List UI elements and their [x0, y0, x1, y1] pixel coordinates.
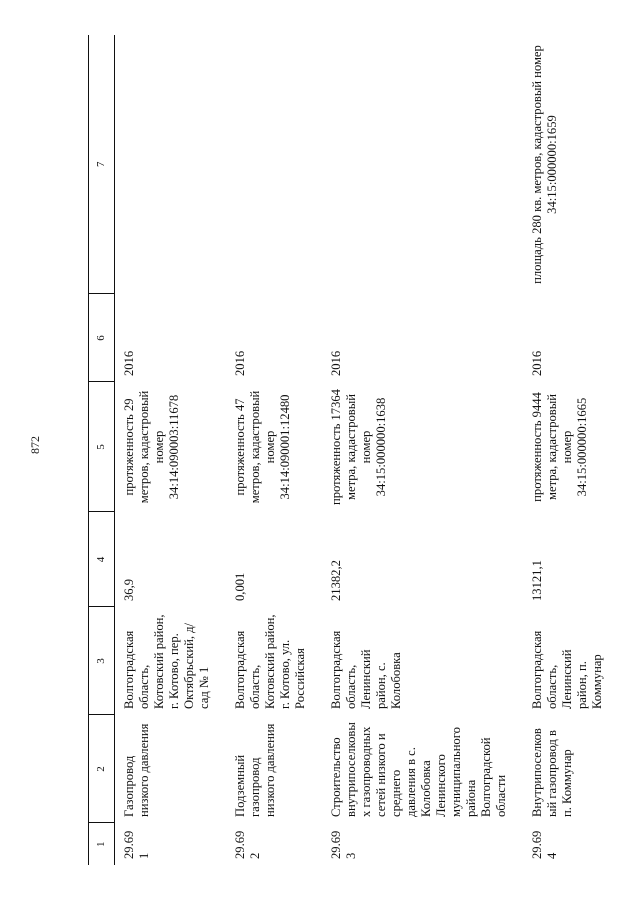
object-year: 2016 — [122, 350, 136, 376]
object-address: Волгоградская область, Котовский район, г. Котово, пер. Октябрьский, д/сад № 1 — [122, 614, 211, 709]
object-note — [226, 35, 322, 294]
object-address: Волгоградская область, Ленинский район, с. Колобовка — [329, 630, 403, 709]
column-header: 1 — [89, 823, 115, 865]
object-value: 13121,1 — [530, 560, 544, 601]
object-year: 2016 — [233, 350, 247, 376]
object-value: 0,001 — [233, 572, 247, 601]
object-characteristics: протяженность 17364 метра, кадастровый номер 34:15:000000:1638 — [329, 389, 388, 505]
object-characteristics: протяженность 47 метров, кадастровый номер 34:14:090001:12480 — [233, 390, 292, 504]
object-year: 2016 — [530, 350, 544, 376]
object-address: Волгоградская область, Ленинский район, п. Коммунар — [530, 630, 604, 709]
table-row — [226, 35, 322, 865]
page-number: 872 — [28, 436, 42, 454]
object-note — [322, 35, 523, 294]
object-value: 36,9 — [122, 578, 136, 601]
row-number: 29.693 — [329, 830, 358, 859]
table-row — [322, 35, 523, 865]
table-row — [523, 35, 619, 865]
column-header: 3 — [89, 607, 115, 715]
object-address: Волгоградская область, Котовский район, г. Котово, ул. Российская — [233, 614, 307, 709]
row-number: 29.694 — [530, 830, 559, 859]
object-note — [115, 35, 227, 294]
object-characteristics: протяженность 29 метров, кадастровый номер 34:14:090003:11678 — [122, 390, 181, 504]
object-value: 21382,2 — [329, 560, 343, 601]
table-row — [115, 35, 227, 865]
object-note: площадь 280 кв. метров, кадастровый номер 34:15:000000:1659 — [530, 45, 559, 284]
object-name: Строительство внутрипоселковых газопроводных сетей низкого и среднего давления в с. Колобовка Ленинского муниципального района Волгоградской области — [329, 722, 508, 817]
column-header: 2 — [89, 715, 115, 823]
column-header: 6 — [89, 294, 115, 382]
object-name: Внутрипоселковый газопровод в п. Коммунар — [530, 728, 574, 817]
header-row — [89, 35, 115, 865]
object-name: Газопровод низкого давления — [122, 723, 151, 817]
row-number: 29.692 — [233, 830, 262, 859]
property-table — [88, 35, 619, 865]
object-name: Подземный газопровод низкого давления — [233, 723, 277, 817]
column-header: 5 — [89, 382, 115, 512]
row-number: 29.691 — [122, 830, 151, 859]
column-header: 7 — [89, 35, 115, 294]
column-header: 4 — [89, 512, 115, 607]
object-characteristics: протяженность 9444 метра, кадастровый номер 34:15:000000:1665 — [530, 392, 589, 502]
object-year: 2016 — [329, 350, 343, 376]
